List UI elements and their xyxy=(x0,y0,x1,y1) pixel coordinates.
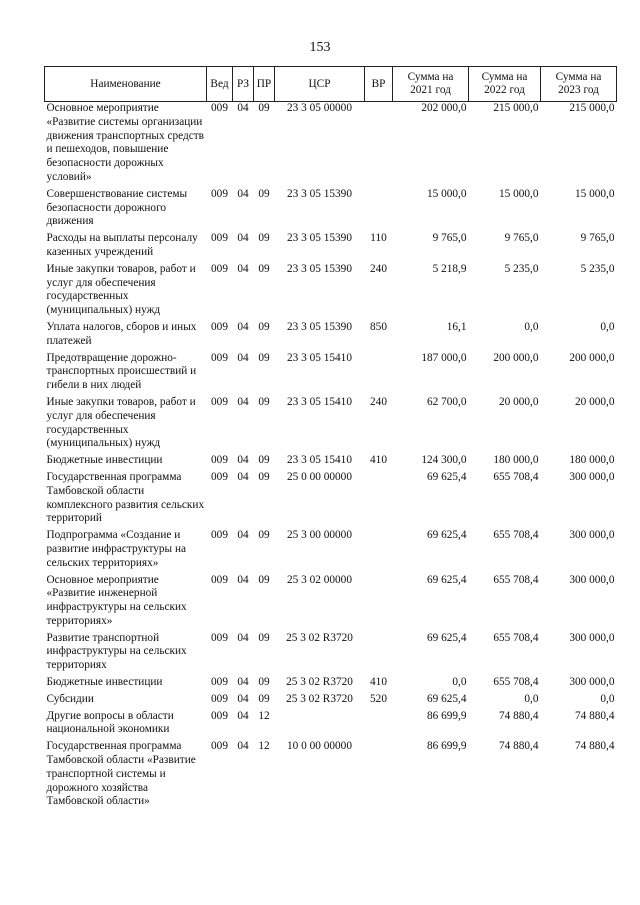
row-sum-2023: 300 000,0 xyxy=(569,470,615,483)
row-name: Бюджетные инвестиции xyxy=(46,676,163,689)
row-name: Предотвращение дорожно-транспортных происшествий и гибели в них людей xyxy=(46,351,197,392)
row-sum-2021: 9 765,0 xyxy=(432,232,467,245)
row-sum-2021: 69 625,4 xyxy=(426,470,467,483)
table-row xyxy=(45,693,617,710)
row-sum-2021: 5 218,9 xyxy=(432,262,467,275)
row-pr: 09 xyxy=(258,320,270,333)
row-vr xyxy=(365,188,393,232)
table-row xyxy=(45,471,617,529)
table-row xyxy=(45,321,617,352)
row-name: Развитие транспортной инфраструктуры на сельских территориях xyxy=(46,631,187,672)
row-rz: 04 xyxy=(237,529,249,542)
row-pr: 09 xyxy=(258,102,270,114)
row-csr: 23 3 05 15390 xyxy=(287,187,352,200)
table-row xyxy=(45,710,617,741)
row-rz: 04 xyxy=(237,692,249,705)
row-pr: 09 xyxy=(258,232,270,245)
row-sum-2021: 69 625,4 xyxy=(426,692,467,705)
table-row xyxy=(45,396,617,454)
table-row xyxy=(45,352,617,396)
row-sum-2022: 180 000,0 xyxy=(493,454,539,467)
row-rz: 04 xyxy=(237,709,249,722)
row-vr: 110 xyxy=(370,232,387,245)
row-sum-2023: 74 880,4 xyxy=(574,740,615,753)
table-row xyxy=(45,454,617,471)
table-row xyxy=(45,188,617,232)
row-sum-2023: 15 000,0 xyxy=(574,187,615,200)
row-pr: 09 xyxy=(258,529,270,542)
header-sum-2023: Сумма на 2023 год xyxy=(541,67,617,102)
row-sum-2022: 5 235,0 xyxy=(504,262,539,275)
row-ved: 009 xyxy=(211,320,228,333)
row-sum-2021: 124 300,0 xyxy=(421,454,467,467)
row-rz: 04 xyxy=(237,262,249,275)
header-pr: ПР xyxy=(254,67,275,102)
row-pr: 09 xyxy=(258,470,270,483)
row-sum-2022: 655 708,4 xyxy=(493,631,539,644)
row-rz: 04 xyxy=(237,740,249,753)
row-sum-2021: 69 625,4 xyxy=(426,529,467,542)
row-name: Подпрограмма «Создание и развитие инфраструктуры на сельских территориях» xyxy=(46,529,187,569)
row-sum-2021: 0,0 xyxy=(452,676,467,689)
row-csr: 25 3 00 00000 xyxy=(287,529,352,542)
row-name: Совершенствование системы безопасности дорожного движения xyxy=(46,187,188,228)
row-vr xyxy=(365,710,393,741)
row-pr: 09 xyxy=(258,573,270,586)
table-row xyxy=(45,232,617,263)
row-vr: 410 xyxy=(370,454,387,467)
row-vr xyxy=(365,102,393,188)
row-rz: 04 xyxy=(237,395,249,408)
row-sum-2023: 300 000,0 xyxy=(569,631,615,644)
row-ved: 009 xyxy=(211,529,228,542)
header-sum-2022: Сумма на 2022 год xyxy=(469,67,541,102)
row-vr xyxy=(365,529,393,573)
row-ved: 009 xyxy=(211,351,228,364)
row-csr xyxy=(275,710,365,741)
row-sum-2021: 15 000,0 xyxy=(426,187,467,200)
header-vr: ВР xyxy=(365,67,393,102)
row-rz: 04 xyxy=(237,187,249,200)
row-name: Субсидии xyxy=(46,692,94,705)
table-header-row xyxy=(45,67,617,102)
row-rz: 04 xyxy=(237,573,249,586)
table-row xyxy=(45,632,617,676)
row-csr: 10 0 00 00000 xyxy=(287,740,352,753)
row-pr: 09 xyxy=(258,187,270,200)
row-name: Иные закупки товаров, работ и услуг для обеспечения государственных (муниципальных) нужд xyxy=(46,262,196,317)
row-vr: 240 xyxy=(370,395,387,408)
row-sum-2022: 20 000,0 xyxy=(498,395,539,408)
row-sum-2021: 86 699,9 xyxy=(426,740,467,753)
row-ved: 009 xyxy=(211,395,228,408)
row-name: Государственная программа Тамбовской области комплексного развития сельских территорий xyxy=(46,470,205,525)
row-ved: 009 xyxy=(211,573,228,586)
row-ved: 009 xyxy=(211,262,228,275)
row-pr: 09 xyxy=(258,676,270,689)
row-sum-2023: 5 235,0 xyxy=(580,262,615,275)
row-ved: 009 xyxy=(211,676,228,689)
row-rz: 04 xyxy=(237,676,249,689)
row-sum-2022: 0,0 xyxy=(524,692,539,705)
row-sum-2021: 187 000,0 xyxy=(421,351,467,364)
row-rz: 04 xyxy=(237,454,249,467)
row-sum-2021: 69 625,4 xyxy=(426,631,467,644)
row-sum-2023: 215 000,0 xyxy=(569,102,615,114)
row-vr xyxy=(365,632,393,676)
row-vr xyxy=(365,352,393,396)
row-sum-2022: 15 000,0 xyxy=(498,187,539,200)
row-ved: 009 xyxy=(211,102,228,114)
row-vr: 850 xyxy=(370,320,387,333)
row-sum-2023: 300 000,0 xyxy=(569,676,615,689)
budget-table xyxy=(44,66,617,812)
row-sum-2022: 74 880,4 xyxy=(498,709,539,722)
table-row xyxy=(45,676,617,693)
row-pr: 09 xyxy=(258,351,270,364)
row-sum-2022: 655 708,4 xyxy=(493,676,539,689)
row-name: Расходы на выплаты персоналу казенных учреждений xyxy=(46,232,198,258)
row-sum-2023: 9 765,0 xyxy=(580,232,615,245)
row-pr: 12 xyxy=(258,709,270,722)
row-name: Основное мероприятие «Развитие инженерной инфраструктуры на сельских территориях» xyxy=(46,573,187,627)
page-number: 153 xyxy=(309,40,331,55)
row-vr: 240 xyxy=(370,262,387,275)
row-rz: 04 xyxy=(237,232,249,245)
row-ved: 009 xyxy=(211,692,228,705)
row-sum-2021: 69 625,4 xyxy=(426,573,467,586)
row-ved: 009 xyxy=(211,631,228,644)
table-body xyxy=(45,102,617,813)
row-csr: 23 3 05 15390 xyxy=(287,262,352,275)
row-vr xyxy=(365,471,393,529)
row-csr: 23 3 05 15410 xyxy=(287,454,352,467)
table-row xyxy=(45,529,617,573)
row-csr: 23 3 05 00000 xyxy=(287,102,352,114)
row-sum-2023: 20 000,0 xyxy=(574,395,615,408)
row-sum-2022: 655 708,4 xyxy=(493,529,539,542)
row-vr xyxy=(365,740,393,812)
row-vr: 520 xyxy=(370,692,387,705)
row-csr: 25 3 02 R3720 xyxy=(286,676,353,689)
row-sum-2022: 200 000,0 xyxy=(493,351,539,364)
row-ved: 009 xyxy=(211,454,228,467)
row-pr: 09 xyxy=(258,262,270,275)
row-sum-2023: 300 000,0 xyxy=(569,573,615,586)
row-sum-2022: 9 765,0 xyxy=(504,232,539,245)
row-sum-2023: 0,0 xyxy=(600,692,615,705)
row-pr: 12 xyxy=(258,740,270,753)
row-csr: 25 3 02 R3720 xyxy=(286,631,353,644)
row-sum-2022: 655 708,4 xyxy=(493,470,539,483)
row-rz: 04 xyxy=(237,351,249,364)
row-name: Основное мероприятие «Развитие системы организации движения транспортных средств и пешеходов, повышение безопасности дорожных условий» xyxy=(46,102,205,183)
table-row xyxy=(45,740,617,812)
row-sum-2021: 202 000,0 xyxy=(421,102,467,114)
row-sum-2021: 62 700,0 xyxy=(426,395,467,408)
row-ved: 009 xyxy=(211,740,228,753)
row-csr: 23 3 05 15410 xyxy=(287,395,352,408)
row-rz: 04 xyxy=(237,102,249,114)
row-ved: 009 xyxy=(211,232,228,245)
row-sum-2023: 74 880,4 xyxy=(574,709,615,722)
row-vr xyxy=(365,574,393,632)
row-sum-2022: 655 708,4 xyxy=(493,573,539,586)
row-sum-2022: 215 000,0 xyxy=(493,102,539,114)
row-sum-2023: 300 000,0 xyxy=(569,529,615,542)
row-rz: 04 xyxy=(237,631,249,644)
row-sum-2022: 74 880,4 xyxy=(498,740,539,753)
table-row xyxy=(45,102,617,188)
row-rz: 04 xyxy=(237,320,249,333)
row-sum-2021: 16,1 xyxy=(446,320,467,333)
header-sum-2021: Сумма на 2021 год xyxy=(393,67,469,102)
row-rz: 04 xyxy=(237,470,249,483)
row-name: Государственная программа Тамбовской области «Развитие транспортной системы и дорожного хозяйства Тамбовской области» xyxy=(46,740,196,808)
row-csr: 23 3 05 15390 xyxy=(287,232,352,245)
row-sum-2023: 180 000,0 xyxy=(569,454,615,467)
row-ved: 009 xyxy=(211,470,228,483)
row-csr: 23 3 05 15410 xyxy=(287,351,352,364)
row-pr: 09 xyxy=(258,454,270,467)
row-pr: 09 xyxy=(258,631,270,644)
header-name: Наименование xyxy=(45,67,207,102)
row-ved: 009 xyxy=(211,709,228,722)
table-row xyxy=(45,263,617,321)
row-csr: 23 3 05 15390 xyxy=(287,320,352,333)
row-sum-2023: 200 000,0 xyxy=(569,351,615,364)
row-name: Уплата налогов, сборов и иных платежей xyxy=(46,320,197,347)
row-pr: 09 xyxy=(258,395,270,408)
row-name: Бюджетные инвестиции xyxy=(46,454,163,467)
header-rz: РЗ xyxy=(233,67,254,102)
row-csr: 25 3 02 R3720 xyxy=(286,692,353,705)
row-ved: 009 xyxy=(211,187,228,200)
row-pr: 09 xyxy=(258,692,270,705)
row-vr: 410 xyxy=(370,676,387,689)
row-csr: 25 0 00 00000 xyxy=(287,470,352,483)
row-sum-2023: 0,0 xyxy=(600,320,615,333)
row-name: Другие вопросы в области национальной экономики xyxy=(46,709,174,736)
header-ved: Вед xyxy=(207,67,233,102)
row-sum-2022: 0,0 xyxy=(524,320,539,333)
row-csr: 25 3 02 00000 xyxy=(287,573,352,586)
row-sum-2021: 86 699,9 xyxy=(426,709,467,722)
table-row xyxy=(45,574,617,632)
row-name: Иные закупки товаров, работ и услуг для обеспечения государственных (муниципальных) нужд xyxy=(46,395,196,450)
header-csr: ЦСР xyxy=(275,67,365,102)
